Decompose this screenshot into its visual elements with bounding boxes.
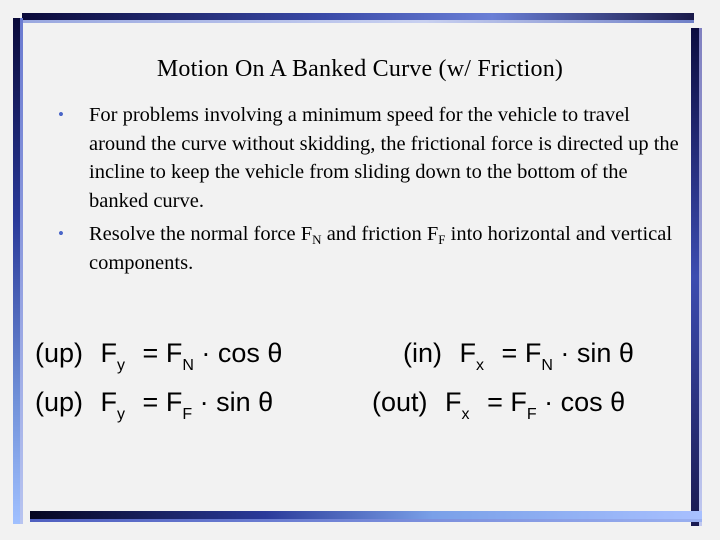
eq-equals: = xyxy=(501,338,518,368)
bullet-icon: • xyxy=(58,105,64,124)
eq-rhs-sub: F xyxy=(182,406,193,423)
eq-equals: = xyxy=(142,387,159,417)
frame-left-inner-bar xyxy=(20,18,23,524)
eq-rhs-sub: N xyxy=(182,357,194,374)
frame-top-inner-bar xyxy=(22,20,694,23)
eq-prefix: (out) xyxy=(372,387,428,417)
equation-in-normal xyxy=(403,338,634,374)
eq-rhs: F xyxy=(165,387,183,417)
eq-prefix: (up) xyxy=(35,387,84,417)
frame-left-bar xyxy=(13,18,20,524)
eq-rhs: F xyxy=(165,338,183,368)
bullet-text: Resolve the normal force F xyxy=(89,223,313,245)
frame-right-bar xyxy=(691,28,699,526)
eq-equals: = xyxy=(487,387,503,417)
frame-bottom-bar xyxy=(30,511,702,519)
eq-lhs-sub: x xyxy=(461,406,470,423)
eq-lhs: F xyxy=(100,338,118,368)
equation-up-normal xyxy=(35,338,283,374)
eq-rhs: F xyxy=(510,387,527,417)
bullet-text: For problems involving a minimum speed for the vehicle to travel around the curve without skidding, the frictional force is directed up the incline to keep the vehicle from sliding down to the bottom of the banked curve. xyxy=(89,104,679,212)
bullet-item xyxy=(58,220,688,277)
eq-trig: · cos θ xyxy=(544,387,626,417)
eq-trig: · sin θ xyxy=(199,387,274,417)
frame-right-outer-bar xyxy=(699,28,702,526)
eq-prefix: (up) xyxy=(35,338,84,368)
eq-rhs-sub: F xyxy=(526,406,537,423)
bullet-text: into horizontal and vertical components. xyxy=(89,223,673,274)
eq-lhs-sub: y xyxy=(117,357,126,374)
equation-out-friction xyxy=(372,387,626,423)
eq-rhs: F xyxy=(524,338,542,368)
eq-equals: = xyxy=(142,338,159,368)
subscript-n: N xyxy=(312,232,322,247)
eq-lhs: F xyxy=(100,387,118,417)
eq-lhs: F xyxy=(445,387,462,417)
eq-lhs-sub: x xyxy=(476,357,485,374)
frame-bottom-inner-bar xyxy=(30,519,702,522)
eq-rhs-sub: N xyxy=(541,357,553,374)
eq-trig: · sin θ xyxy=(560,338,634,368)
eq-prefix: (in) xyxy=(403,338,442,368)
frame-top-bar xyxy=(22,13,694,20)
subscript-f: F xyxy=(438,232,446,247)
bullet-text: and friction F xyxy=(321,223,439,245)
eq-lhs-sub: y xyxy=(117,406,126,423)
equation-up-friction xyxy=(35,387,274,423)
slide-title: Motion On A Banked Curve (w/ Friction) xyxy=(156,56,564,82)
eq-trig: · cos θ xyxy=(201,338,283,368)
eq-lhs: F xyxy=(459,338,477,368)
bullet-list xyxy=(58,101,688,282)
bullet-item xyxy=(58,101,688,215)
bullet-icon: • xyxy=(58,224,64,243)
